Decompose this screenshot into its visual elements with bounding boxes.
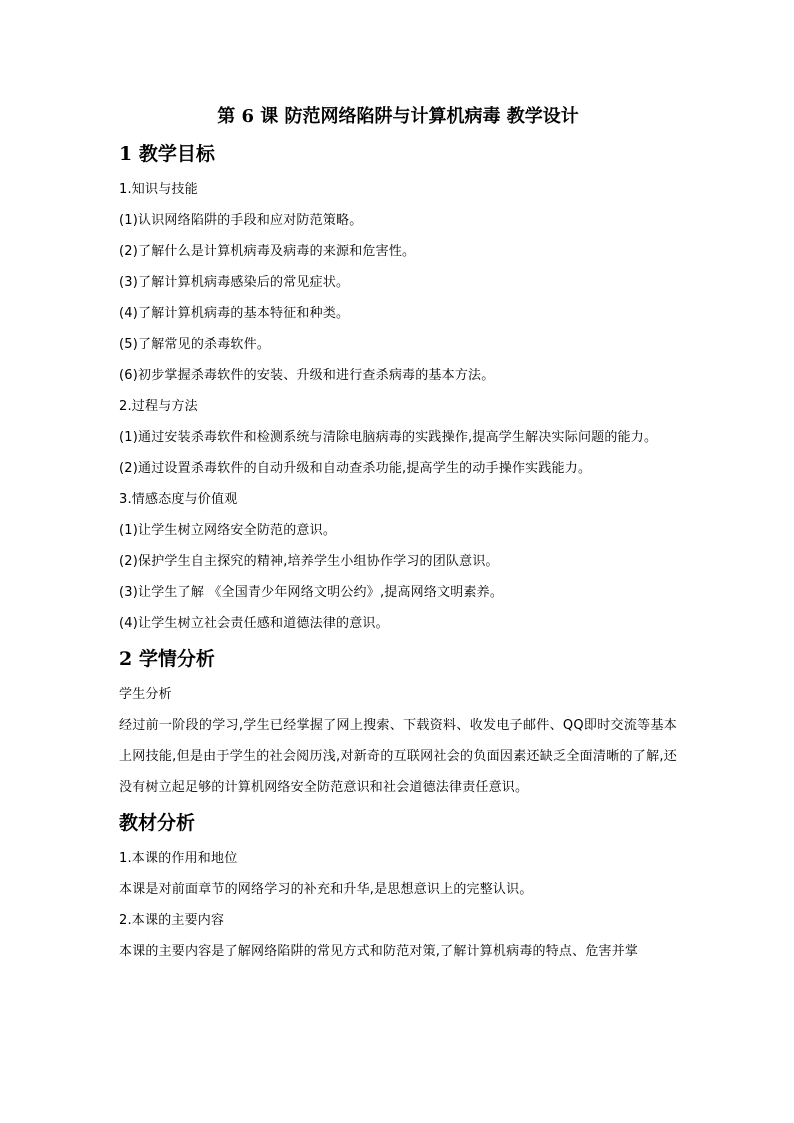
subheading-role-position: 1.本课的作用和地位 (119, 851, 238, 866)
subheading-process-methods: 2.过程与方法 (119, 399, 198, 414)
list-item: (5)了解常见的杀毒软件。 (119, 337, 271, 352)
subheading-main-content: 2.本课的主要内容 (119, 913, 225, 928)
list-item: (1)认识网络陷阱的手段和应对防范策略。 (119, 213, 363, 228)
section-heading-textbook: 教材分析 (119, 812, 196, 834)
list-item: (2)通过设置杀毒软件的自动升级和自动查杀功能,提高学生的动手操作实践能力。 (119, 461, 592, 476)
paragraph-student-analysis: 经过前一阶段的学习,学生已经掌握了网上搜索、下载资料、收发电子邮件、QQ即时交流等基本上网技能,但是由于学生的社会阅历浅,对新奇的互联网社会的负面因素还缺乏全面清晰的了解,还没有树立起足够的计算机网络安全防范意识和社会道德法律责任意识。 (119, 718, 677, 795)
list-item: (2)了解什么是计算机病毒及病毒的来源和危害性。 (119, 244, 416, 259)
list-item: (3)让学生了解 《全国青少年网络文明公约》,提高网络文明素养。 (119, 585, 504, 600)
document-body (119, 100, 677, 967)
subheading-knowledge-skills: 1.知识与技能 (119, 182, 198, 197)
list-item: (2)保护学生自主探究的精神,培养学生小组协作学习的团队意识。 (119, 554, 499, 569)
subheading-attitude-values: 3.情感态度与价值观 (119, 492, 238, 507)
list-item: (4)让学生树立社会责任感和道德法律的意识。 (119, 616, 389, 631)
section-heading-students: 2 学情分析 (119, 648, 215, 670)
list-item: (6)初步掌握杀毒软件的安装、升级和进行查杀病毒的基本方法。 (119, 368, 495, 383)
list-item: (4)了解计算机病毒的基本特征和种类。 (119, 306, 350, 321)
subheading-student-analysis: 学生分析 (119, 687, 172, 702)
section-heading-goals: 1 教学目标 (119, 143, 215, 165)
paragraph-role-position: 本课是对前面章节的网络学习的补充和升华,是思想意识上的完整认识。 (119, 882, 533, 897)
document-title: 第 6 课 防范网络陷阱与计算机病毒 教学设计 (217, 106, 579, 127)
paragraph-main-content: 本课的主要内容是了解网络陷阱的常见方式和防范对策,了解计算机病毒的特点、危害并掌 (119, 944, 639, 959)
list-item: (1)让学生树立网络安全防范的意识。 (119, 523, 337, 538)
list-item: (1)通过安装杀毒软件和检测系统与清除电脑病毒的实践操作,提高学生解决实际问题的能力。 (119, 430, 658, 445)
list-item: (3)了解计算机病毒感染后的常见症状。 (119, 275, 350, 290)
